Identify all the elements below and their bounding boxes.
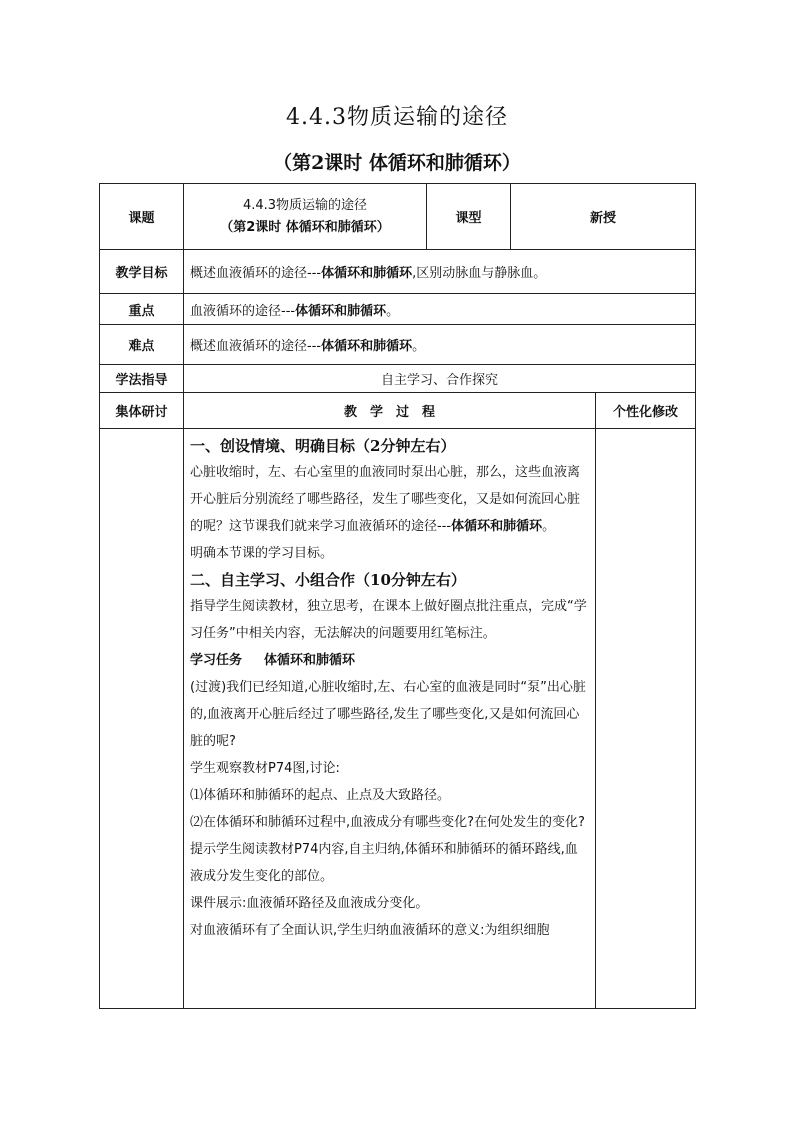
topic-title-line1: 4.4.3物质运输的途径 bbox=[242, 197, 368, 213]
task-title: 体循环和肺循环 bbox=[264, 652, 356, 668]
lesson-type-value: 新授 bbox=[511, 184, 696, 250]
goal-text bbox=[184, 250, 696, 294]
key-point-text-bold: 体循环和肺循环 bbox=[295, 303, 387, 319]
hint-paragraph: 提示学生阅读教材P74内容,自主归纳,体循环和肺循环的循环路线,血液成分发生变化的部位。 bbox=[190, 841, 578, 884]
intro-text-end: 。 bbox=[542, 518, 556, 534]
guidance-paragraph: 指导学生阅读教材，独立思考，在课本上做好圈点批注重点，完成“学习任务”中相关内容，无法解决的问题要用红笔标注。 bbox=[190, 598, 587, 641]
observe-paragraph: 学生观察教材P74图,讨论: bbox=[190, 760, 340, 776]
topic-title-cell bbox=[184, 184, 427, 250]
task-label: 学习任务 bbox=[190, 652, 243, 668]
difficulty-label: 难点 bbox=[100, 325, 184, 365]
document-subtitle: （第2课时 体循环和肺循环） bbox=[273, 152, 521, 174]
intro-paragraph bbox=[190, 459, 589, 540]
process-header-row bbox=[100, 393, 696, 429]
goal-text-a: 概述血液循环的途径--- bbox=[190, 266, 322, 281]
goal-row bbox=[100, 250, 696, 294]
question-2: ⑵在体循环和肺循环过程中,血液成分有哪些变化?在何处发生的变化? bbox=[190, 814, 585, 830]
goal-text-c: ,区别动脉血与静脉血。 bbox=[412, 266, 547, 281]
topic-title-line2: （第2课时 体循环和肺循环） bbox=[220, 219, 390, 235]
personal-revision-header: 个性化修改 bbox=[596, 393, 696, 429]
question-1: ⑴体循环和肺循环的起点、止点及大致路径。 bbox=[190, 787, 451, 803]
difficulty-text-bold: 体循环和肺循环 bbox=[321, 339, 413, 354]
goal-text-bold: 体循环和肺循环 bbox=[321, 266, 413, 281]
method-text: 自主学习、合作探究 bbox=[184, 365, 696, 393]
key-point-row bbox=[100, 294, 696, 325]
intro-text: 心脏收缩时，左、右心室里的血液同时泵出心脏，那么，这些血液离开心脏后分别流经了哪些路径，发生了哪些变化，又是如何流回心脏的呢？这节课我们就来学习血液循环的途径--- bbox=[190, 464, 581, 534]
transition-paragraph: (过渡)我们已经知道,心脏收缩时,左、右心室的血液是同时“泵”出心脏的,血液离开心脏后经过了哪些路径,发生了哪些变化,又是如何流回心脏的呢? bbox=[190, 679, 586, 749]
document-title: 4.4.3物质运输的途径 bbox=[286, 105, 508, 130]
key-point-label: 重点 bbox=[100, 294, 184, 325]
difficulty-text-c: 。 bbox=[412, 339, 426, 354]
key-point-text-a: 血液循环的途径--- bbox=[190, 303, 296, 319]
teaching-process-header: 教 学 过 程 bbox=[184, 393, 596, 429]
slide-paragraph: 课件展示:血液循环路径及血液成分变化。 bbox=[190, 895, 429, 911]
task-heading bbox=[190, 647, 589, 674]
objective-paragraph: 明确本节课的学习目标。 bbox=[190, 545, 334, 561]
group-research-cell bbox=[100, 429, 184, 1009]
section-heading-2: 二、自主学习、小组合作（10分钟左右） bbox=[190, 570, 466, 589]
lesson-type-label: 课型 bbox=[427, 184, 511, 250]
goal-label: 教学目标 bbox=[100, 250, 184, 294]
process-body-row bbox=[100, 429, 696, 1009]
difficulty-row bbox=[100, 325, 696, 365]
topic-row bbox=[100, 184, 696, 250]
key-point-text-c: 。 bbox=[386, 303, 400, 319]
lesson-plan-table bbox=[99, 183, 696, 1009]
difficulty-text-a: 概述血液循环的途径--- bbox=[190, 339, 322, 354]
intro-text-bold: 体循环和肺循环 bbox=[451, 518, 543, 534]
group-research-label: 集体研讨 bbox=[100, 393, 184, 429]
topic-label: 课题 bbox=[100, 184, 184, 250]
difficulty-text bbox=[184, 325, 696, 365]
method-label: 学法指导 bbox=[100, 365, 184, 393]
personal-revision-cell bbox=[596, 429, 696, 1009]
teaching-process-cell bbox=[184, 429, 596, 1009]
significance-paragraph: 对血液循环有了全面认识,学生归纳血液循环的意义:为组织细胞 bbox=[190, 922, 550, 938]
key-point-text bbox=[184, 294, 696, 325]
section-heading-1: 一、创设情境、明确目标（2分钟左右） bbox=[190, 436, 456, 455]
method-row bbox=[100, 365, 696, 393]
